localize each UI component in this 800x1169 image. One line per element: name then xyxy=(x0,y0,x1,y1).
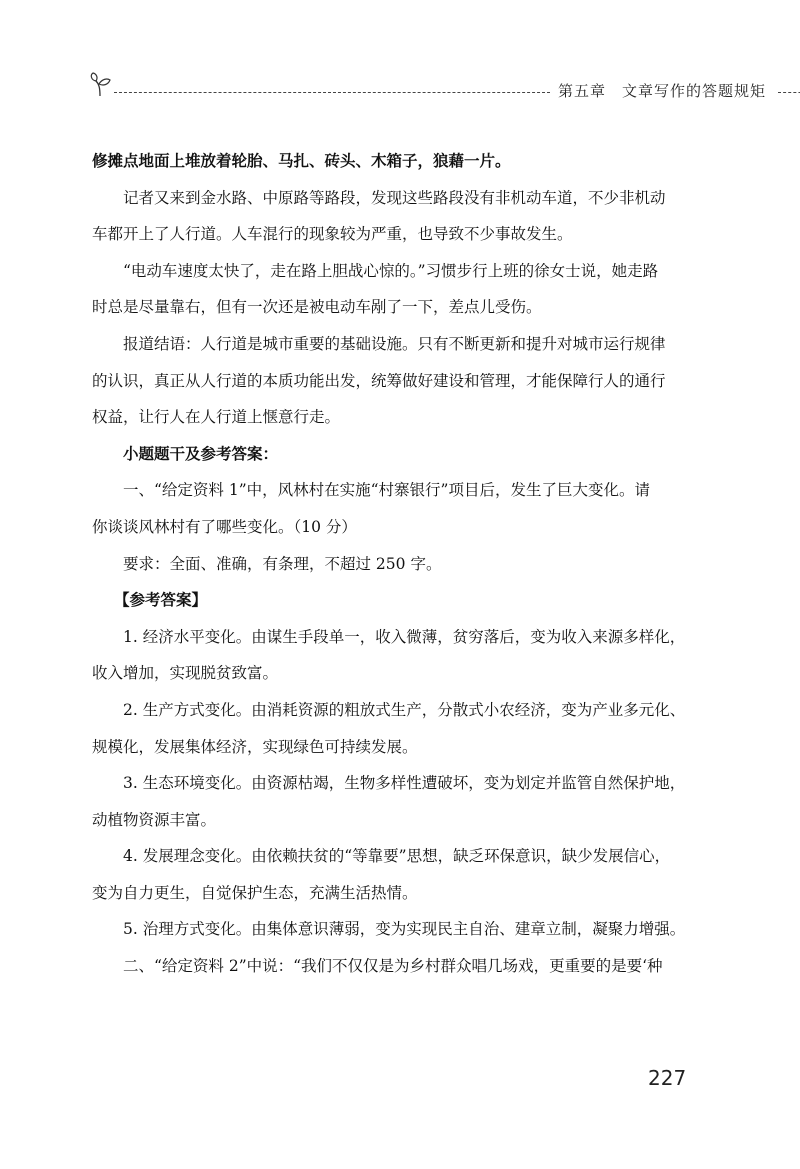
text-line: 的认识，真正从人行道的本质功能出发，统筹做好建设和管理，才能保障行人的通行 xyxy=(92,371,666,390)
question-line: 二、“给定资料 2”中说：“我们不仅仅是为乡村群众唱几场戏，更重要的是要‘种 xyxy=(123,957,663,976)
question-line: 一、“给定资料 1”中，风林村在实施“村寨银行”项目后，发生了巨大变化。请 xyxy=(123,481,650,500)
text-line: 记者又来到金水路、中原路等路段，发现这些路段没有非机动车道，不少非机动 xyxy=(123,188,666,207)
text-line: 时总是尽量靠右，但有一次还是被电动车剐了一下，差点儿受伤。 xyxy=(92,298,542,317)
sprout-icon xyxy=(88,70,116,98)
answer-heading: 【参考答案】 xyxy=(114,590,208,610)
question-line: 你谈谈风林村有了哪些变化。（10 分） xyxy=(92,517,357,536)
text-line: “电动车速度太快了，走在路上胆战心惊的。”习惯步行上班的徐女士说，她走路 xyxy=(123,261,659,280)
requirement-line: 要求：全面、准确，有条理，不超过 250 字。 xyxy=(123,554,442,573)
answer-line: 3. 生态环境变化。由资源枯竭，生物多样性遭破坏，变为划定并监管自然保护地， xyxy=(123,774,686,793)
running-header xyxy=(88,70,788,100)
text-line: 车都开上了人行道。人车混行的现象较为严重，也导致不少事故发生。 xyxy=(92,225,573,244)
answer-line: 1. 经济水平变化。由谋生手段单一，收入微薄，贫穷落后，变为收入来源多样化， xyxy=(123,627,686,646)
chapter-title: 第五章 文章写作的答题规矩 xyxy=(558,82,767,100)
body-text xyxy=(92,143,692,985)
answer-line: 收入增加，实现脱贫致富。 xyxy=(92,664,279,683)
text-line: 修摊点地面上堆放着轮胎、马扎、砖头、木箱子，狼藉一片。 xyxy=(92,151,511,170)
header-rule-left xyxy=(114,92,550,93)
answer-line: 4. 发展理念变化。由依赖扶贫的“等靠要”思想，缺乏环保意识，缺少发展信心， xyxy=(123,847,671,866)
answer-line: 规模化，发展集体经济，实现绿色可持续发展。 xyxy=(92,737,418,756)
text-line: 权益，让行人在人行道上惬意行走。 xyxy=(92,408,341,427)
answer-line: 2. 生产方式变化。由消耗资源的粗放式生产，分散式小农经济，变为产业多元化、 xyxy=(123,700,686,719)
text-line: 报道结语：人行道是城市重要的基础设施。只有不断更新和提升对城市运行规律 xyxy=(123,334,666,353)
header-rule-right xyxy=(778,92,800,93)
section-heading: 小题题干及参考答案： xyxy=(123,443,279,463)
answer-line: 动植物资源丰富。 xyxy=(92,810,217,829)
answer-line: 变为自力更生，自觉保护生态，充满生活热情。 xyxy=(92,883,418,902)
answer-line: 5. 治理方式变化。由集体意识薄弱，变为实现民主自治、建章立制，凝聚力增强。 xyxy=(123,920,686,939)
page-number: 227 xyxy=(648,1066,687,1090)
